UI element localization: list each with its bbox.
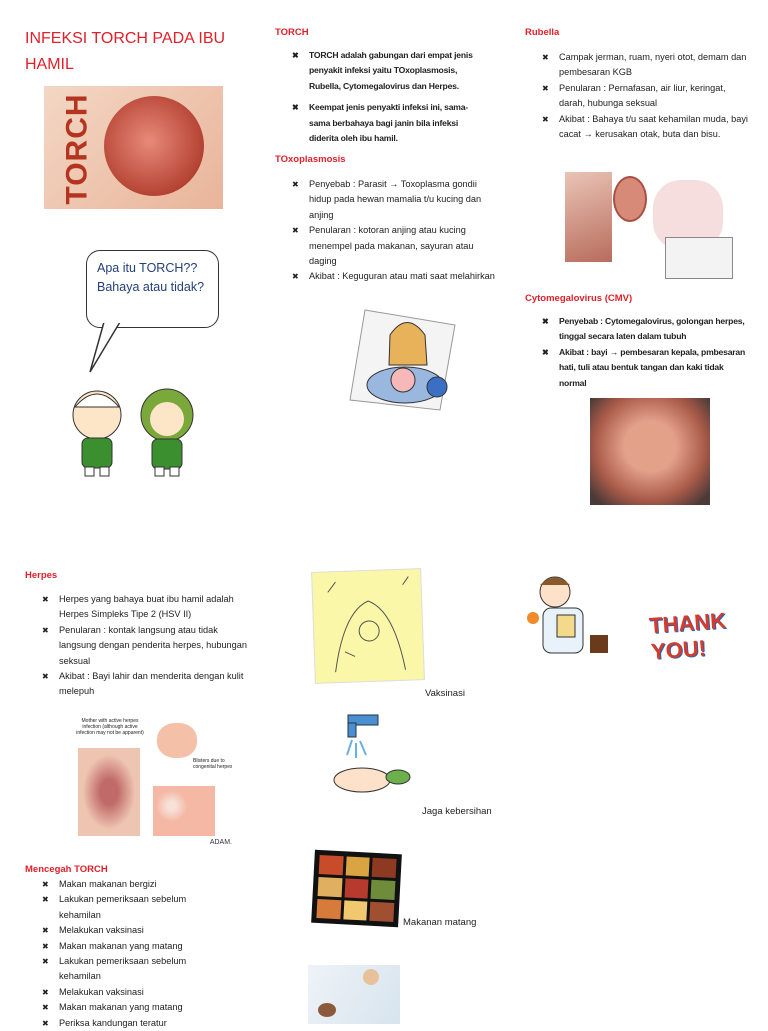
speech-bubble-tail (86, 320, 126, 375)
cmv-heading: Cytomegalovirus (CMV) (525, 293, 633, 304)
list-item: ✖ Akibat : Bayi lahir dan menderita dengan kulit melepuh (42, 669, 247, 700)
caption-makanan: Makanan matang (403, 917, 477, 928)
list-item: ✖ Akibat : Bahaya t/u saat kehamilan muda, bayi cacat → kerusakan otak, buta dan bisu. (542, 112, 752, 143)
thank-you-image: THANK YOU! (648, 607, 727, 665)
list-item: ✖ Melakukan vaksinasi (42, 923, 222, 938)
rubella-heading: Rubella (525, 27, 560, 38)
list-item: ✖ Lakukan pemeriksaan sebelum kehamilan (42, 892, 222, 923)
torch-list (292, 48, 482, 152)
list-item: ✖ Penyebab : Parasit → Toxoplasma gondii hidup pada hewan mamalia t/u kucing dan anjing (292, 177, 497, 223)
rubella-list (542, 50, 752, 142)
list-item: ✖ Campak jerman, ruam, nyeri otot, demam dan pembesaran KGB (542, 50, 752, 81)
list-item: ✖ Herpes yang bahaya buat ibu hamil adalah Herpes Simpleks Tipe 2 (HSV II) (42, 592, 247, 623)
list-item: ✖ Keempat jenis penyakti infeksi ini, sama-sama berbahaya bagi janin bila infeksi diderita oleh ibu hamil. (292, 100, 482, 146)
list-item: ✖ Lakukan pemeriksaan sebelum kehamilan (42, 954, 222, 985)
list-item: ✖ Penularan : Pernafasan, air liur, keringat, darah, hubunga seksual (542, 81, 752, 112)
herpes-heading: Herpes (25, 570, 58, 581)
list-item: ✖ Makan makanan yang matang (42, 939, 222, 954)
list-item: ✖ Penularan : kotoran anjing atau kucing menempel pada makanan, sayuran atau daging (292, 223, 497, 269)
prevent-heading: Mencegah TORCH (25, 864, 108, 875)
checkup-image (308, 965, 400, 1024)
list-item: ✖ TORCH adalah gabungan dari empat jenis penyakit infeksi yaitu TOxoplasmosis, Rubella, Cytomegalovirus dan Herpes. (292, 48, 482, 94)
list-item: ✖ Makan makanan yang matang (42, 1000, 222, 1015)
toxo-list (292, 177, 497, 285)
torch-heading: TORCH (275, 27, 309, 38)
herpes-image-label: Blisters due to congenital herpes (193, 758, 232, 770)
list-item: ✖ Periksa kandungan teratur (42, 1016, 222, 1031)
page-title: INFEKSI TORCH PADA IBU HAMIL (25, 30, 226, 73)
toxo-heading: TOxoplasmosis (275, 154, 346, 165)
herpes-list (42, 592, 247, 700)
doctor-illustration (525, 570, 612, 662)
list-item: ✖ Penyebab : Cytomegalovirus, golongan herpes, tinggal secara laten dalam tubuh (542, 314, 747, 345)
list-item: ✖ Akibat : bayi → pembesaran kepala, pmbesaran hati, tuli atau bentuk tangan dan kaki tidak normal (542, 345, 747, 391)
herpes-image (75, 718, 232, 848)
food-image (311, 850, 402, 927)
list-item: ✖ Makan makanan bergizi (42, 877, 222, 892)
prevent-list (42, 877, 222, 1031)
handwashing-illustration (310, 705, 415, 809)
cmv-list (542, 314, 747, 391)
herpes-image-label: Mother with active herpes infection (although active infection may not be apparent) (76, 718, 144, 736)
caption-kebersihan: Jaga kebersihan (422, 806, 492, 817)
mother-cat-illustration (345, 305, 460, 415)
children-illustration (62, 383, 202, 479)
list-item: ✖ Melakukan vaksinasi (42, 985, 222, 1000)
torch-image-text: TORCH (60, 93, 94, 205)
rubella-image (565, 172, 735, 280)
speech-bubble: Apa itu TORCH?? Bahaya atau tidak? (86, 250, 219, 328)
caption-vaksinasi: Vaksinasi (425, 688, 465, 699)
torch-image (44, 86, 223, 209)
list-item: ✖ Akibat : Keguguran atau mati saat melahirkan (292, 269, 497, 284)
vaccination-sketch (311, 568, 425, 684)
adam-logo: ADAM. (209, 839, 232, 846)
cmv-baby-image (590, 398, 710, 505)
list-item: ✖ Penularan : kontak langsung atau tidak langsung dengan penderita herpes, hubungan seksual (42, 623, 247, 669)
